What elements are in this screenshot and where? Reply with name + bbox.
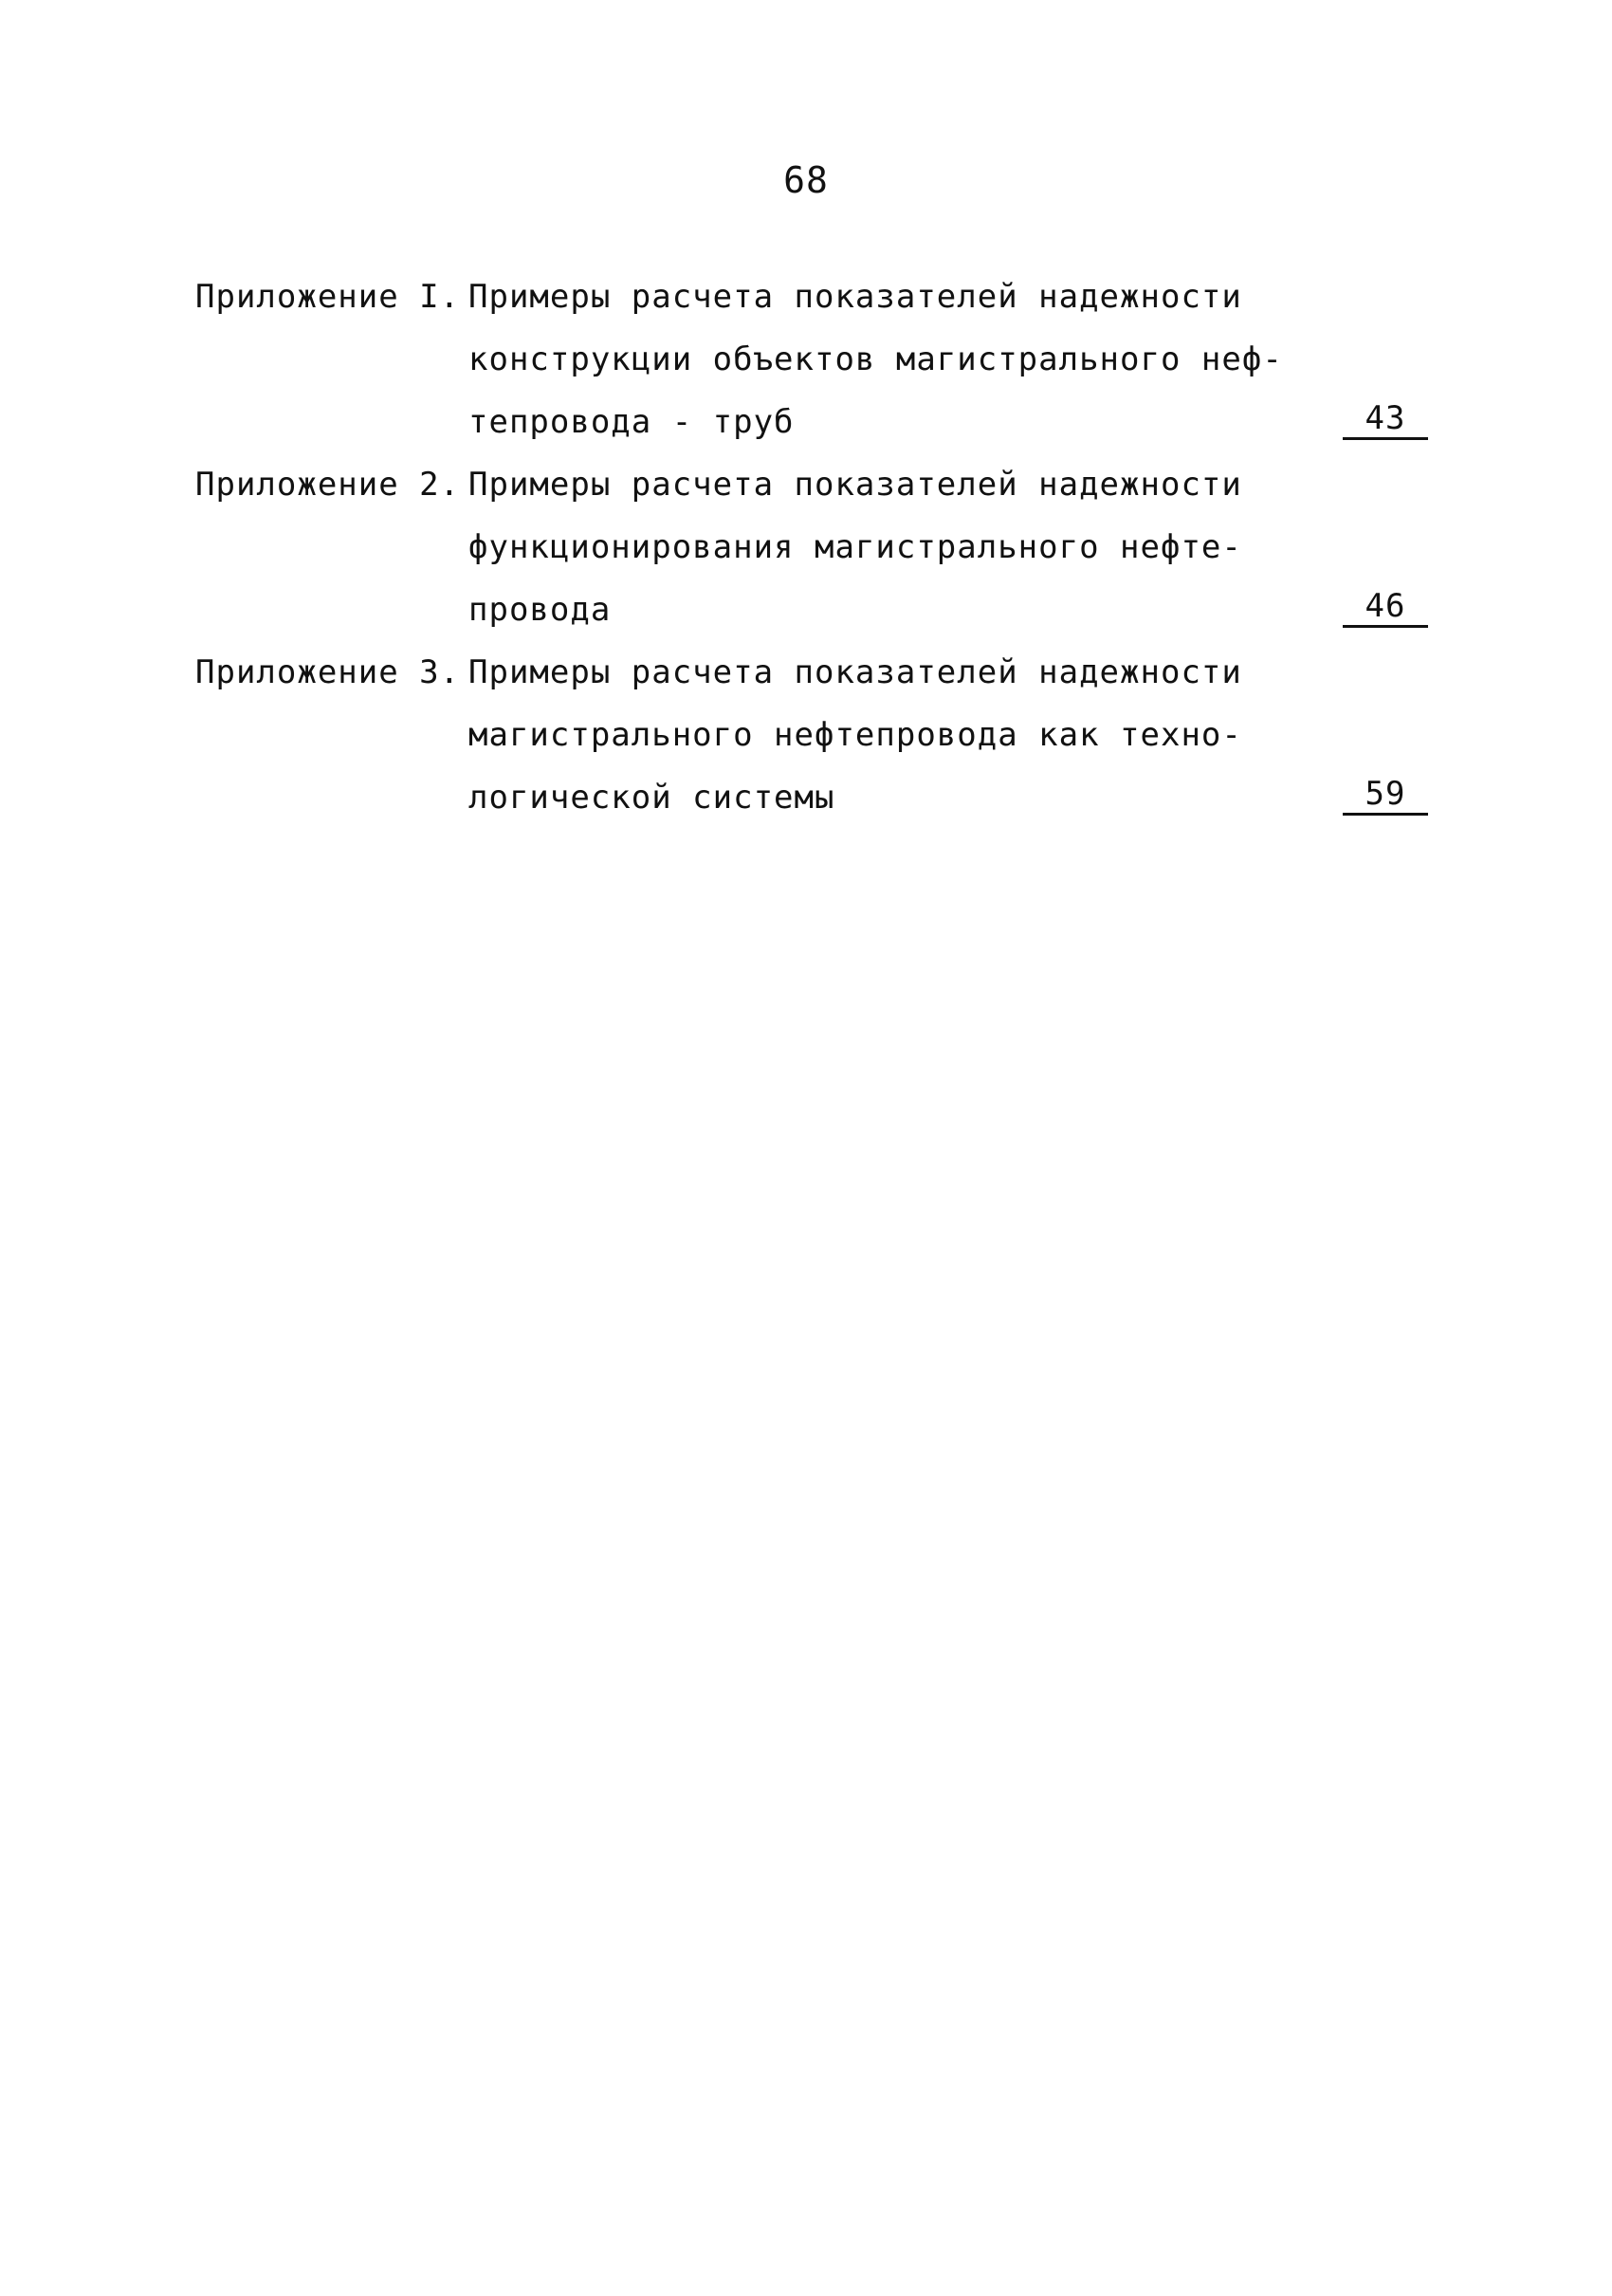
toc-entry-title-line: тепровода - труб [468,403,795,441]
toc-entry-title [468,641,1246,829]
toc-entry-label: Приложение I. [195,278,461,316]
toc-entry-title-line: Примеры расчета показателей надежности [468,653,1242,691]
toc-entry-title-line: конструкции объектов магистрального неф- [468,340,1283,378]
toc-entry-title-line: Примеры расчета показателей надежности [468,278,1242,316]
toc-entry[interactable] [195,266,1428,453]
toc-entry-title [468,266,1283,453]
toc-entry-title-line: провода [468,591,612,629]
toc-entry-title-line: логической системы [468,779,835,817]
toc-entry-title-line: магистрального нефтепровода как техно- [468,716,1242,754]
table-of-contents [195,266,1428,829]
toc-entry[interactable] [195,453,1428,641]
toc-entry-title [468,453,1246,641]
page-number: 68 [783,159,829,201]
toc-entry-title-line: Примеры расчета показателей надежности [468,466,1242,504]
toc-entry-page-number[interactable]: 43 [1343,399,1428,440]
toc-entry-page-number[interactable]: 59 [1343,775,1428,816]
toc-entry-page-number[interactable]: 46 [1343,587,1428,628]
toc-entry-label: Приложение 3. [195,653,461,691]
toc-entry-title-line: функционирования магистрального нефте- [468,528,1242,566]
toc-entry-label: Приложение 2. [195,466,461,504]
toc-entry[interactable] [195,641,1428,829]
